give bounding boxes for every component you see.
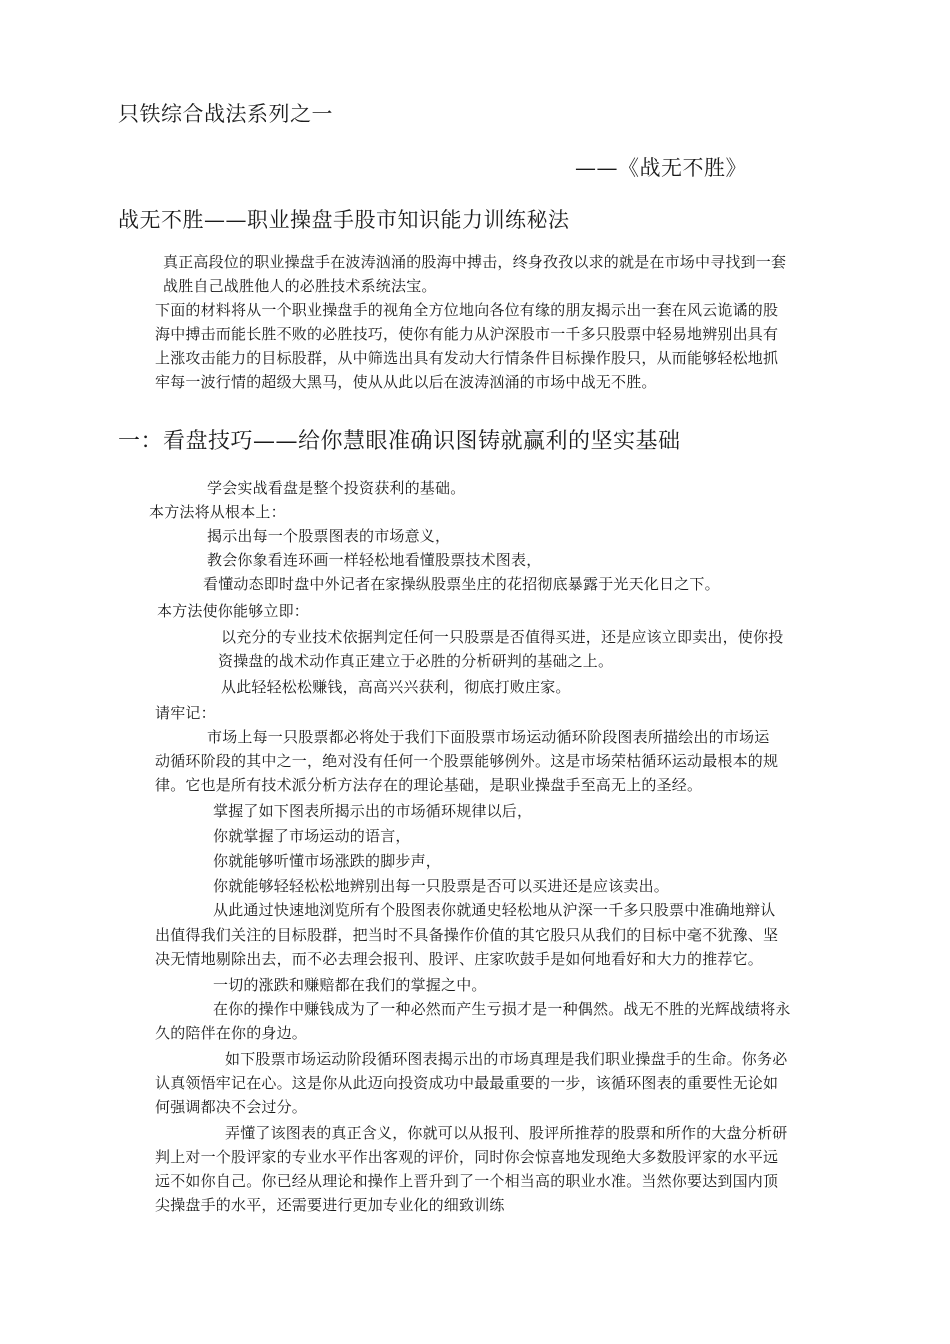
body-line: 如下股票市场运动阶段循环图表揭示出的市场真理是我们职业操盘手的生命。你务必 bbox=[225, 1050, 788, 1068]
body-line: 本方法使你能够立即： bbox=[157, 602, 310, 620]
intro-paragraph-line: 上涨攻击能力的目标股群，从中筛选出具有发动大行情条件目标操作股只，从而能够轻松地抓 bbox=[155, 349, 779, 367]
body-line: 久的陪伴在你的身边。 bbox=[155, 1024, 308, 1042]
intro-paragraph-line: 下面的材料将从一个职业操盘手的视角全方位地向各位有缘的朋友揭示出一套在风云诡谲的股 bbox=[155, 301, 779, 319]
body-line: 从此通过快速地浏览所有个股图表你就通史轻松地从沪深一千多只股票中准确地辩认 bbox=[213, 901, 776, 919]
body-line: 看懂动态即时盘中外记者在家操纵股票坐庄的花招彻底暴露于光天化日之下。 bbox=[203, 575, 720, 593]
body-line: 判上对一个股评家的专业水平作出客观的评价，同时你会惊喜地发现绝大多数股评家的水平远 bbox=[155, 1148, 779, 1166]
body-line: 动循环阶段的其中之一，绝对没有任何一个股票能够例外。这是市场荣枯循环运动最根本的规 bbox=[155, 752, 779, 770]
body-line: 以充分的专业技术依据判定任何一只股票是否值得买进，还是应该立即卖出，使你投 bbox=[221, 628, 784, 646]
body-line: 资操盘的战术动作真正建立于必胜的分析研判的基础之上。 bbox=[218, 652, 614, 670]
intro-paragraph-line: 真正高段位的职业操盘手在波涛汹涌的股海中搏击，终身孜孜以求的就是在市场中寻找到一套 bbox=[163, 253, 787, 271]
body-line: 何强调都决不会过分。 bbox=[155, 1098, 308, 1116]
body-line: 决无情地剔除出去，而不必去理会报刊、股评、庄家吹鼓手是如何地看好和大力的推荐它。 bbox=[155, 950, 764, 968]
body-line: 认真领悟牢记在心。这是你从此迈向投资成功中最最重要的一步，该循环图表的重要性无论如 bbox=[155, 1074, 779, 1092]
body-line: 揭示出每一个股票图表的市场意义， bbox=[207, 527, 451, 545]
body-line: 你就掌握了市场运动的语言， bbox=[213, 827, 411, 845]
body-line: 教会你象看连环画一样轻松地看懂股票技术图表， bbox=[207, 551, 542, 569]
body-line: 学会实战看盘是整个投资获利的基础。 bbox=[207, 479, 466, 497]
intro-paragraph-line: 战胜自己战胜他人的必胜技术系统法宝。 bbox=[163, 277, 437, 295]
body-line: 你就能够听懂市场涨跌的脚步声， bbox=[213, 852, 442, 870]
section-heading: 一：看盘技巧——给你慧眼准确识图铸就赢利的坚实基础 bbox=[118, 429, 681, 454]
body-line: 出值得我们关注的目标股群，把当时不具备操作价值的其它股只从我们的目标中毫不犹豫、坚 bbox=[155, 926, 779, 944]
intro-paragraph-line: 牢每一波行情的超级大黑马，使从从此以后在波涛汹涌的市场中战无不胜。 bbox=[155, 373, 657, 391]
body-line: 从此轻轻松松赚钱，高高兴兴获利，彻底打败庄家。 bbox=[221, 678, 571, 696]
body-line: 律。它也是所有技术派分析方法存在的理论基础，是职业操盘手至高无上的圣经。 bbox=[155, 776, 703, 794]
body-line: 掌握了如下图表所揭示出的市场循环规律以后， bbox=[213, 802, 533, 820]
series-title: 只铁综合战法系列之一 bbox=[118, 102, 333, 126]
body-line: 市场上每一只股票都必将处于我们下面股票市场运动循环阶段图表所描绘出的市场运 bbox=[207, 728, 770, 746]
main-title: 战无不胜——职业操盘手股市知识能力训练秘法 bbox=[118, 208, 570, 232]
body-line: 你就能够轻轻松松地辨别出每一只股票是否可以买进还是应该卖出。 bbox=[213, 877, 670, 895]
body-line: 尖操盘手的水平，还需要进行更加专业化的细致训练 bbox=[155, 1196, 505, 1214]
body-line: 请牢记： bbox=[155, 704, 216, 722]
body-line: 本方法将从根本上： bbox=[149, 503, 286, 521]
body-line: 远不如你自己。你已经从理论和操作上晋升到了一个相当高的职业水准。当然你要达到国内顶 bbox=[155, 1172, 779, 1190]
document-subtitle: ——《战无不胜》 bbox=[575, 156, 747, 180]
body-line: 弄懂了该图表的真正含义，你就可以从报刊、股评所推荐的股票和所作的大盘分析研 bbox=[225, 1124, 788, 1142]
body-line: 在你的操作中赚钱成为了一种必然而产生亏损才是一种偶然。战无不胜的光辉战绩将永 bbox=[213, 1000, 791, 1018]
body-line: 一切的涨跌和赚赔都在我们的掌握之中。 bbox=[213, 976, 487, 994]
intro-paragraph-line: 海中搏击而能长胜不败的必胜技巧，使你有能力从沪深股市一千多只股票中轻易地辨别出具有 bbox=[155, 325, 779, 343]
